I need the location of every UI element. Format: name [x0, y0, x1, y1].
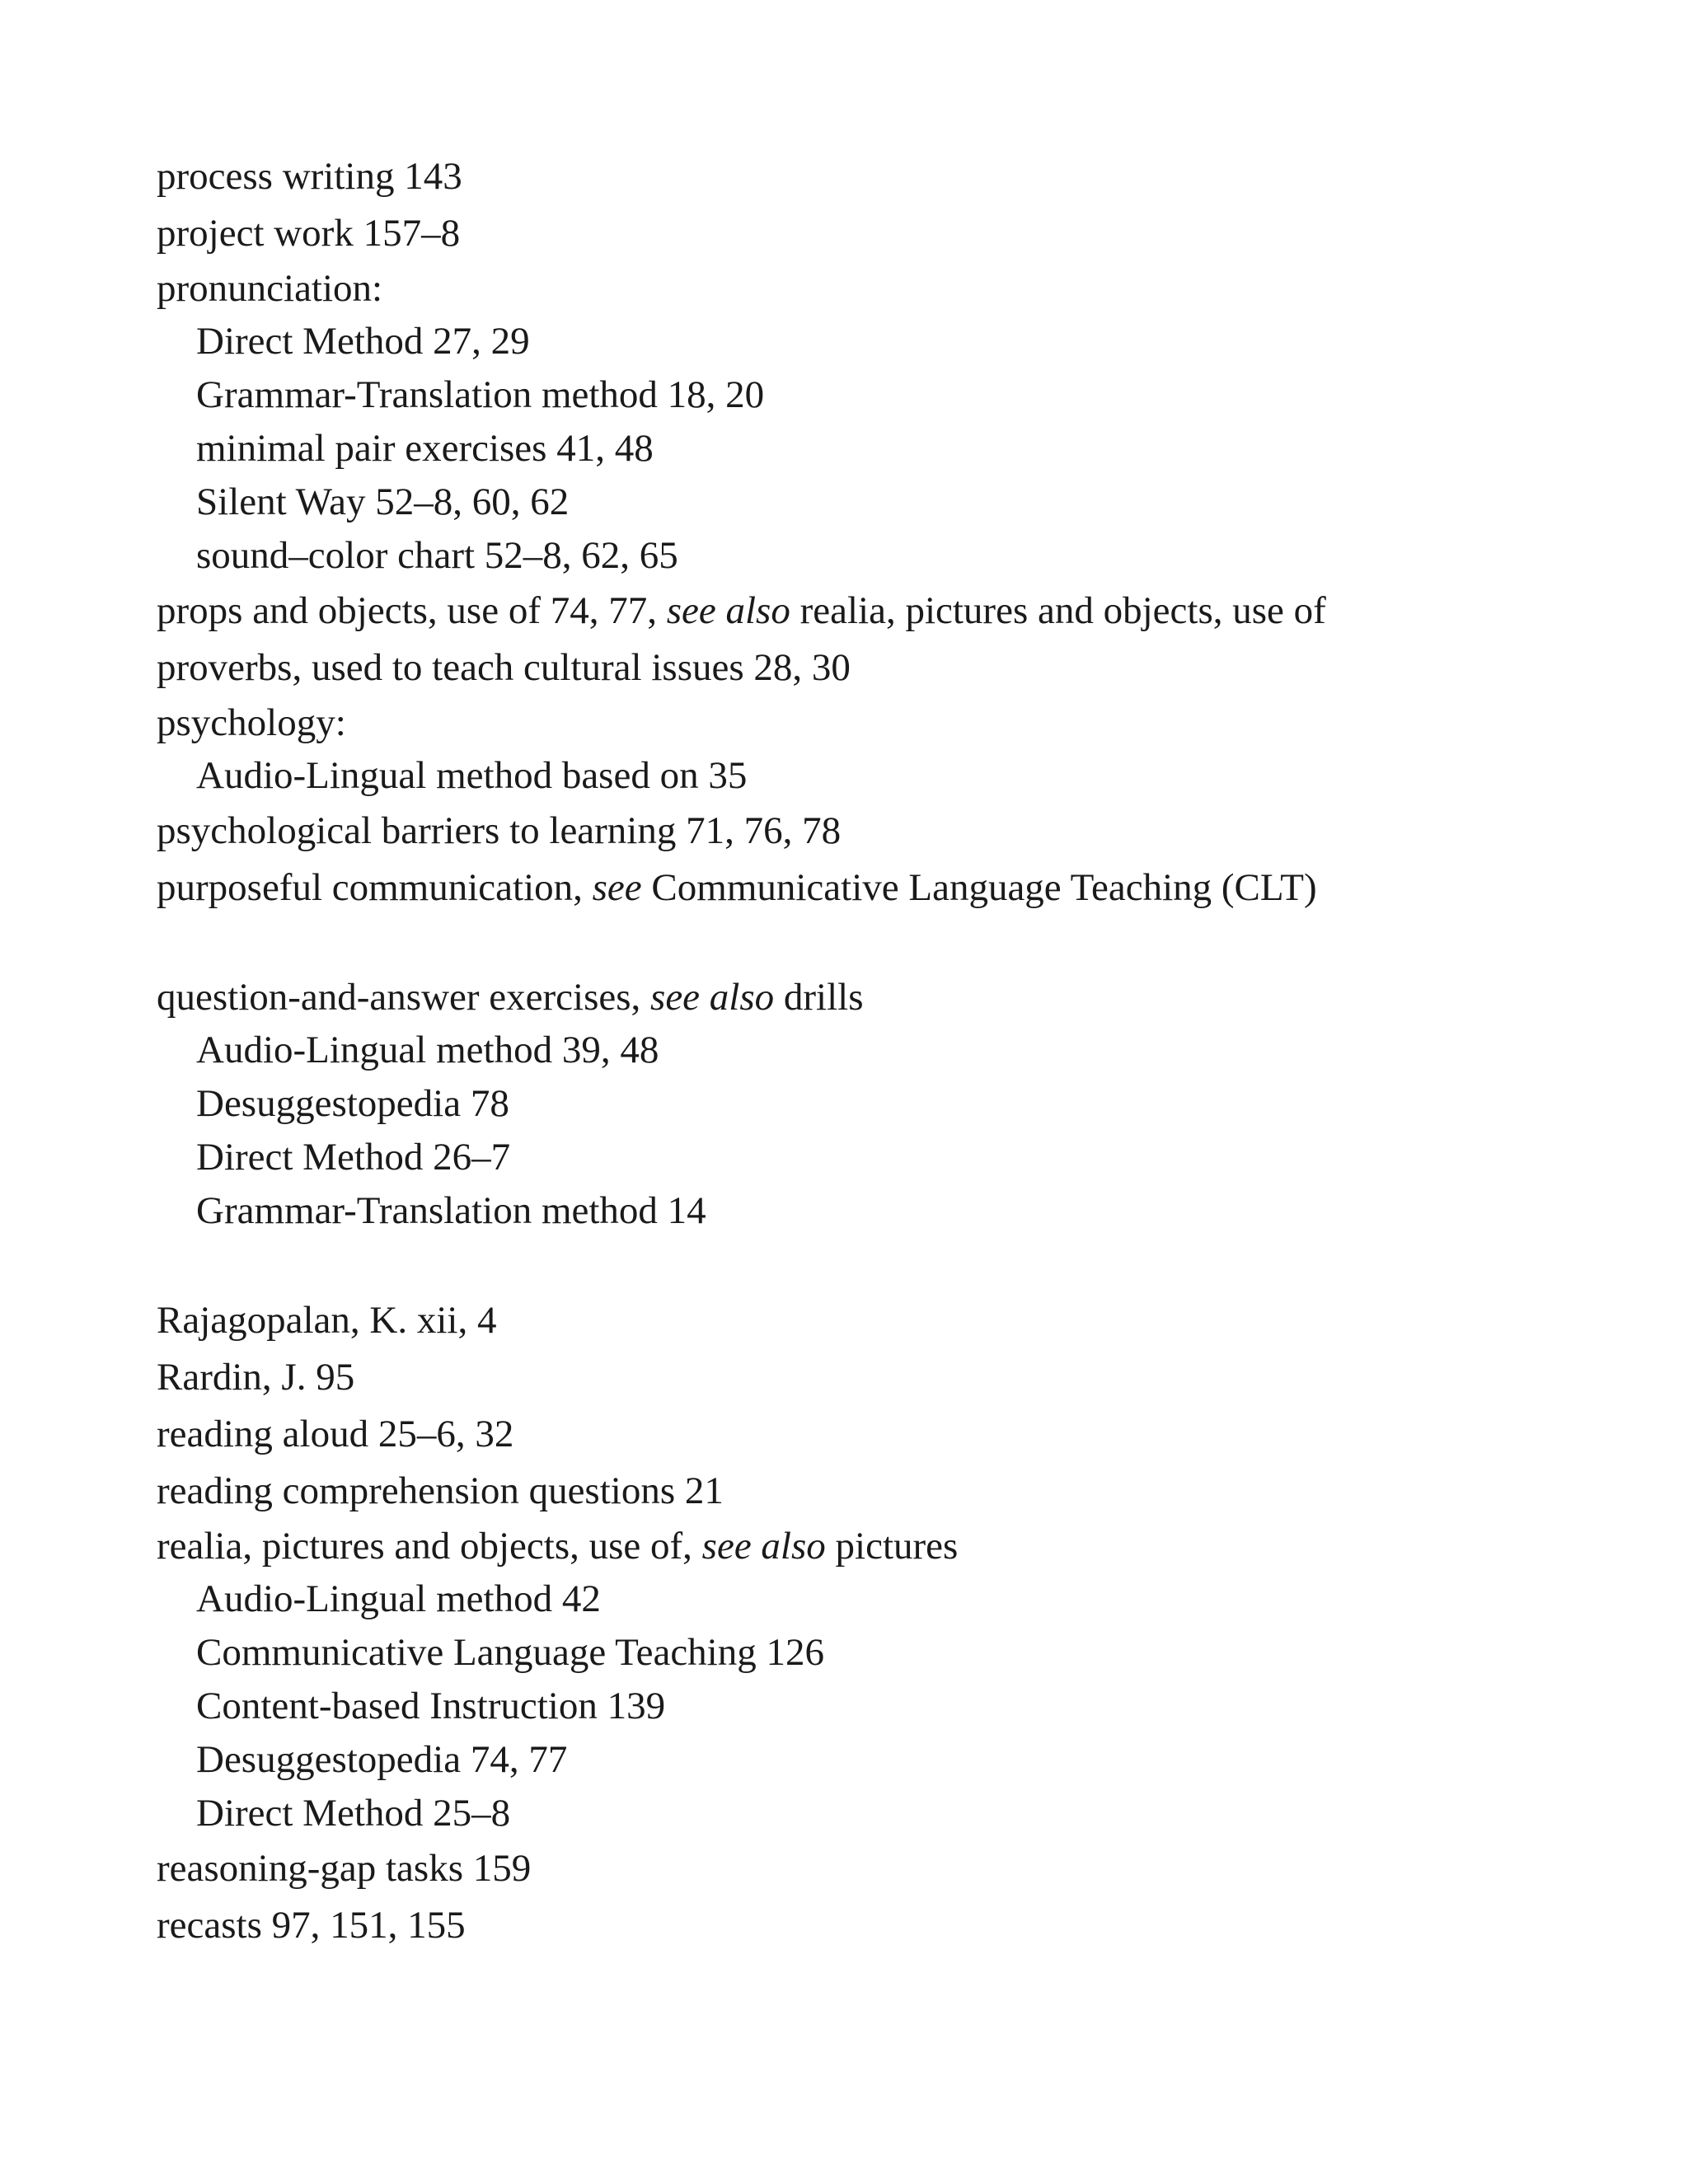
entry-text: pictures: [825, 1525, 959, 1568]
see-reference: see: [592, 866, 642, 909]
entry-text: minimal pair exercises 41, 48: [196, 427, 654, 470]
index-subentry-realia-cbi: [157, 1680, 1607, 1733]
entry-text: Desuggestopedia 74, 77: [196, 1738, 568, 1781]
entry-text: recasts 97, 151, 155: [157, 1904, 466, 1947]
see-also-reference: see also: [650, 976, 775, 1019]
index-entry-reasoning: [157, 1840, 1607, 1897]
index-entry-props: [157, 583, 1607, 640]
index-entry-pronunciation: [157, 262, 1607, 315]
index-subentry-pron-silent: [157, 476, 1607, 529]
entry-text: Content-based Instruction 139: [196, 1685, 666, 1727]
index-subentry-realia-al: [157, 1572, 1607, 1626]
index-subentry-psych-al: [157, 749, 1607, 803]
entry-text: Rardin, J. 95: [157, 1356, 355, 1399]
index-entry-rajagopalan: [157, 1292, 1607, 1349]
entry-text: Audio-Lingual method based on 35: [196, 754, 748, 797]
index-entry-reading-aloud: [157, 1406, 1607, 1463]
index-subentry-qa-desugg: [157, 1077, 1607, 1131]
index-subentry-realia-direct: [157, 1787, 1607, 1840]
see-also-reference: see also: [701, 1525, 826, 1568]
entry-text: reading aloud 25–6, 32: [157, 1413, 514, 1455]
section-gap: [157, 916, 1607, 971]
entry-text: Silent Way 52–8, 60, 62: [196, 480, 570, 523]
section-gap: [157, 1238, 1607, 1292]
index-entry-proverbs: [157, 640, 1607, 696]
entry-text: psychological barriers to learning 71, 76, 78: [157, 809, 842, 852]
entry-text: purposeful communication,: [157, 866, 593, 909]
entry-text: reasoning-gap tasks 159: [157, 1847, 532, 1890]
index-subentry-qa-gt: [157, 1184, 1607, 1238]
index-subentry-realia-clt: [157, 1626, 1607, 1680]
entry-text: Direct Method 26–7: [196, 1136, 511, 1179]
entry-text: Communicative Language Teaching (CLT): [641, 866, 1317, 909]
index-entry-question-answer: [157, 971, 1607, 1024]
entry-text: Grammar-Translation method 18, 20: [196, 373, 765, 416]
entry-text: Rajagopalan, K. xii, 4: [157, 1299, 497, 1342]
entry-text: Grammar-Translation method 14: [196, 1189, 706, 1232]
entry-text: question-and-answer exercises,: [157, 976, 651, 1019]
index-entry-recasts: [157, 1897, 1607, 1954]
entry-text: psychology:: [157, 701, 346, 744]
index-subentry-pron-direct: [157, 315, 1607, 368]
entry-text: Audio-Lingual method 39, 48: [196, 1029, 659, 1071]
index-entry-process-writing: [157, 148, 1607, 205]
entry-text: Direct Method 27, 29: [196, 320, 530, 363]
entry-text: props and objects, use of 74, 77,: [157, 589, 667, 632]
entry-text: proverbs, used to teach cultural issues 28, 30: [157, 646, 851, 689]
entry-text: Desuggestopedia 78: [196, 1082, 509, 1125]
index-subentry-qa-direct: [157, 1131, 1607, 1184]
index-entry-psych-barriers: [157, 803, 1607, 860]
index-entry-psychology: [157, 696, 1607, 749]
index-subentry-pron-minimal: [157, 422, 1607, 476]
entry-text: sound–color chart 52–8, 62, 65: [196, 534, 678, 577]
index-list: [157, 148, 1607, 1954]
index-subentry-pron-sound: [157, 529, 1607, 583]
entry-text: project work 157–8: [157, 212, 461, 255]
index-entry-purposeful: [157, 860, 1607, 916]
index-subentry-pron-gt: [157, 368, 1607, 422]
entry-text: Communicative Language Teaching 126: [196, 1631, 824, 1674]
index-entry-rardin: [157, 1349, 1607, 1406]
index-subentry-realia-desugg: [157, 1733, 1607, 1787]
index-entry-project-work: [157, 205, 1607, 262]
entry-text: drills: [774, 976, 864, 1019]
entry-text: Audio-Lingual method 42: [196, 1577, 601, 1620]
index-entry-realia: [157, 1520, 1607, 1572]
see-also-reference: see also: [666, 589, 790, 632]
entry-text: realia, pictures and objects, use of,: [157, 1525, 702, 1568]
entry-text: process writing 143: [157, 155, 462, 198]
entry-text: realia, pictures and objects, use of: [790, 589, 1326, 632]
index-subentry-qa-al: [157, 1024, 1607, 1077]
entry-text: Direct Method 25–8: [196, 1792, 511, 1835]
index-entry-reading-comp: [157, 1463, 1607, 1520]
entry-text: pronunciation:: [157, 267, 383, 310]
entry-text: reading comprehension questions 21: [157, 1469, 724, 1512]
